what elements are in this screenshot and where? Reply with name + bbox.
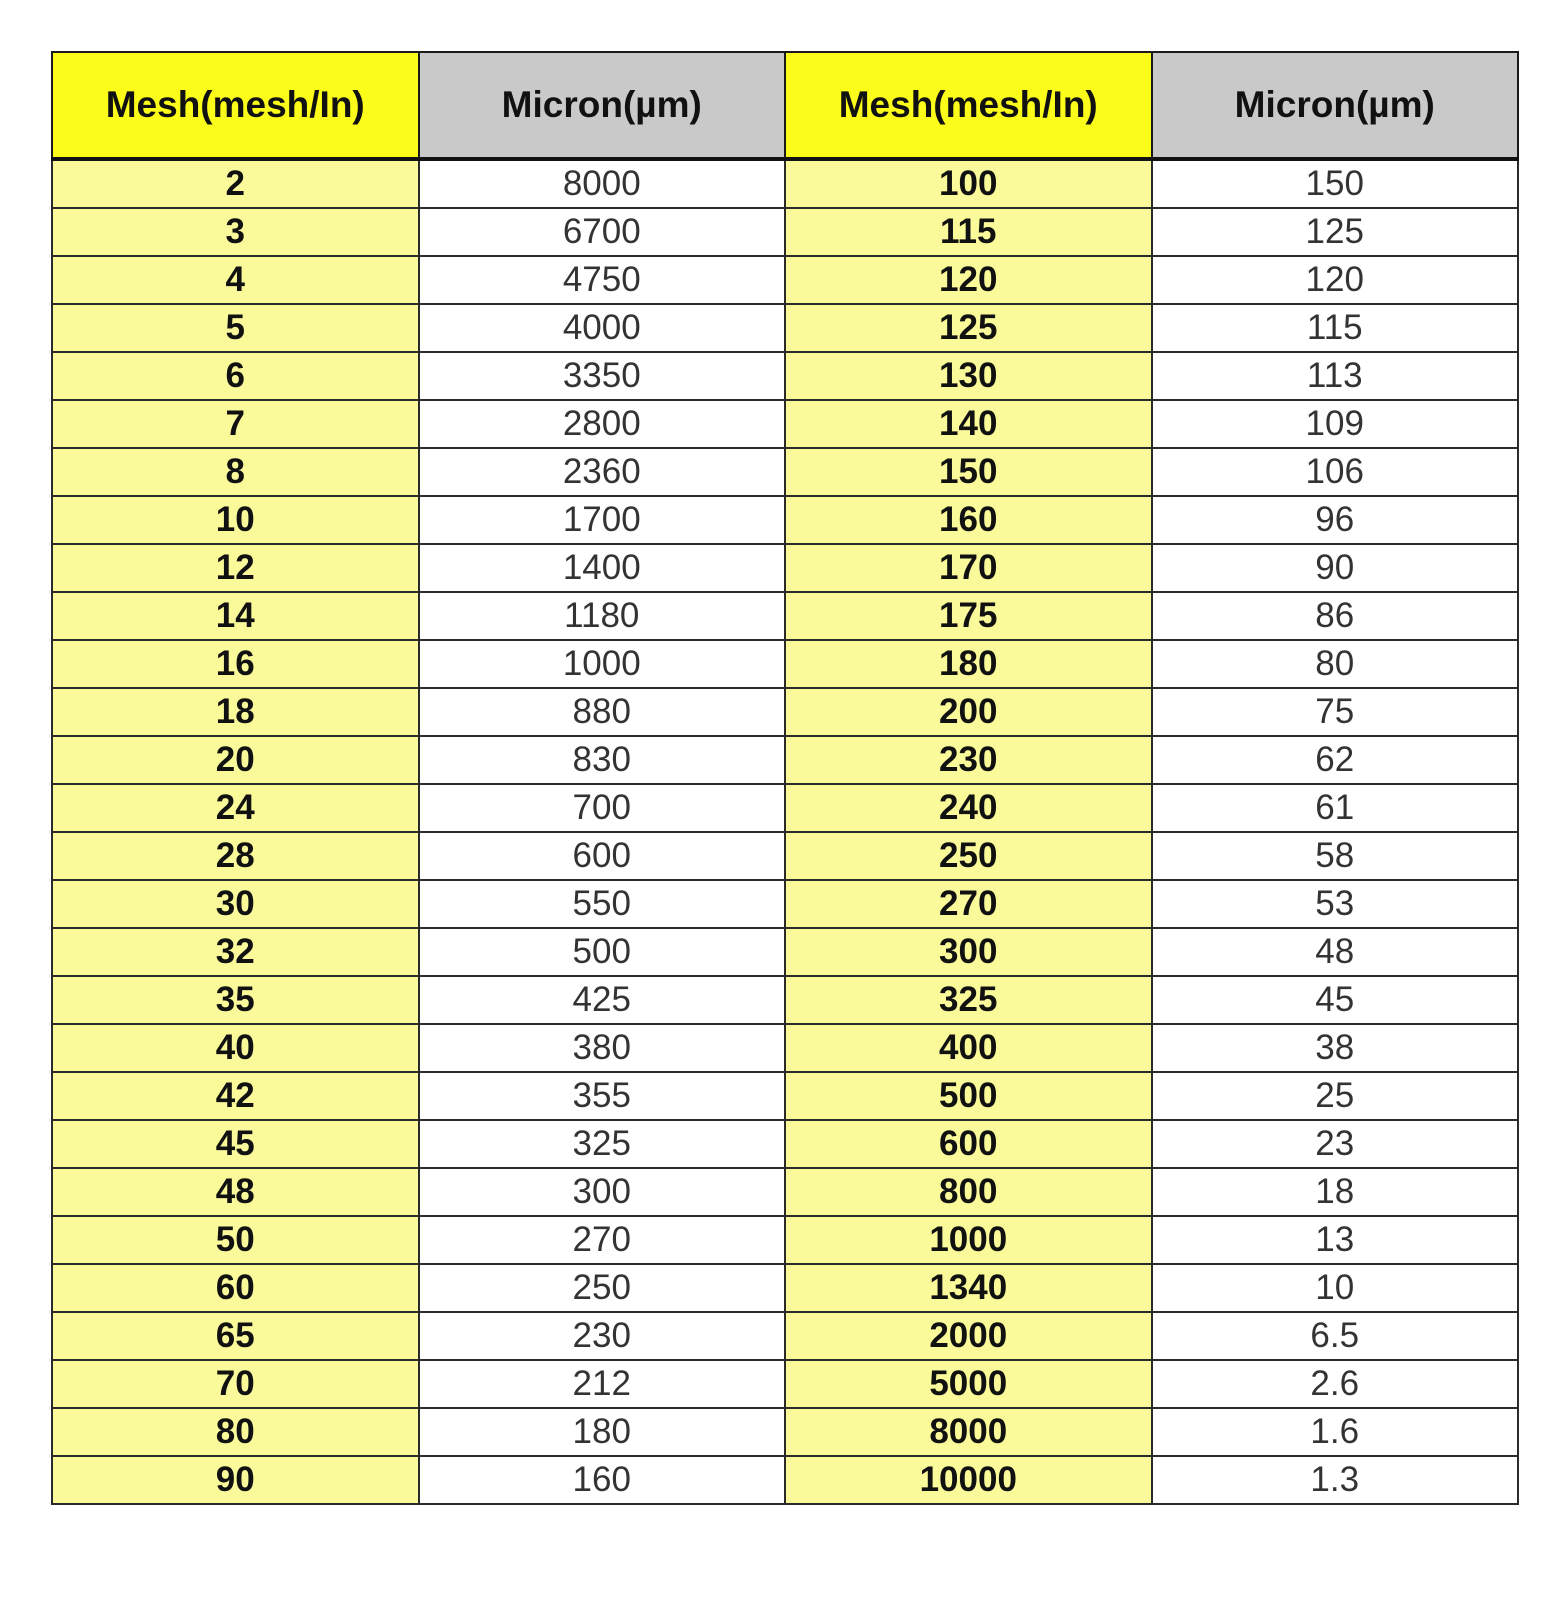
- mesh-right-cell: 5000: [785, 1360, 1152, 1408]
- micron-right-cell: 96: [1152, 496, 1519, 544]
- micron-left-cell: 500: [419, 928, 786, 976]
- table-row: [52, 1216, 1518, 1264]
- table-row: [52, 688, 1518, 736]
- table-row: [52, 304, 1518, 352]
- micron-right-cell: 1.3: [1152, 1456, 1519, 1504]
- micron-right-cell: 38: [1152, 1024, 1519, 1072]
- micron-right-cell: 48: [1152, 928, 1519, 976]
- table-row: [52, 832, 1518, 880]
- mesh-left-cell: 32: [52, 928, 419, 976]
- mesh-right-cell: 200: [785, 688, 1152, 736]
- mesh-left-cell: 42: [52, 1072, 419, 1120]
- header-row: [52, 52, 1518, 159]
- table-row: [52, 448, 1518, 496]
- table-row: [52, 1120, 1518, 1168]
- mesh-left-cell: 50: [52, 1216, 419, 1264]
- micron-left-cell: 600: [419, 832, 786, 880]
- micron-left-cell: 212: [419, 1360, 786, 1408]
- micron-right-cell: 61: [1152, 784, 1519, 832]
- mesh-right-cell: 175: [785, 592, 1152, 640]
- mesh-right-cell: 100: [785, 159, 1152, 208]
- table-row: [52, 592, 1518, 640]
- table-row: [52, 1360, 1518, 1408]
- table-row: [52, 496, 1518, 544]
- mesh-right-cell: 1000: [785, 1216, 1152, 1264]
- table-row: [52, 1456, 1518, 1504]
- micron-right-cell: 23: [1152, 1120, 1519, 1168]
- header-micron-right: Micron(µm): [1152, 52, 1519, 159]
- table-row: [52, 976, 1518, 1024]
- mesh-left-cell: 12: [52, 544, 419, 592]
- micron-right-cell: 45: [1152, 976, 1519, 1024]
- micron-left-cell: 4750: [419, 256, 786, 304]
- mesh-left-cell: 60: [52, 1264, 419, 1312]
- mesh-left-cell: 70: [52, 1360, 419, 1408]
- micron-right-cell: 62: [1152, 736, 1519, 784]
- mesh-right-cell: 160: [785, 496, 1152, 544]
- mesh-left-cell: 20: [52, 736, 419, 784]
- mesh-right-cell: 300: [785, 928, 1152, 976]
- mesh-left-cell: 28: [52, 832, 419, 880]
- mesh-left-cell: 4: [52, 256, 419, 304]
- micron-right-cell: 80: [1152, 640, 1519, 688]
- micron-right-cell: 90: [1152, 544, 1519, 592]
- micron-left-cell: 355: [419, 1072, 786, 1120]
- table-row: [52, 544, 1518, 592]
- micron-right-cell: 109: [1152, 400, 1519, 448]
- micron-left-cell: 1000: [419, 640, 786, 688]
- mesh-left-cell: 30: [52, 880, 419, 928]
- table-row: [52, 1072, 1518, 1120]
- micron-right-cell: 1.6: [1152, 1408, 1519, 1456]
- mesh-left-cell: 8: [52, 448, 419, 496]
- micron-left-cell: 325: [419, 1120, 786, 1168]
- micron-right-cell: 115: [1152, 304, 1519, 352]
- mesh-right-cell: 2000: [785, 1312, 1152, 1360]
- mesh-right-cell: 400: [785, 1024, 1152, 1072]
- table-row: [52, 159, 1518, 208]
- mesh-right-cell: 250: [785, 832, 1152, 880]
- mesh-left-cell: 90: [52, 1456, 419, 1504]
- micron-left-cell: 230: [419, 1312, 786, 1360]
- micron-left-cell: 270: [419, 1216, 786, 1264]
- header-micron-left: Micron(µm): [419, 52, 786, 159]
- mesh-right-cell: 125: [785, 304, 1152, 352]
- mesh-micron-conversion-table: [51, 51, 1519, 1505]
- mesh-right-cell: 140: [785, 400, 1152, 448]
- micron-right-cell: 150: [1152, 159, 1519, 208]
- micron-right-cell: 10: [1152, 1264, 1519, 1312]
- micron-left-cell: 300: [419, 1168, 786, 1216]
- mesh-right-cell: 10000: [785, 1456, 1152, 1504]
- micron-left-cell: 2800: [419, 400, 786, 448]
- micron-left-cell: 425: [419, 976, 786, 1024]
- table-row: [52, 256, 1518, 304]
- micron-right-cell: 86: [1152, 592, 1519, 640]
- table-row: [52, 640, 1518, 688]
- table-row: [52, 736, 1518, 784]
- table-row: [52, 208, 1518, 256]
- table-row: [52, 784, 1518, 832]
- micron-right-cell: 25: [1152, 1072, 1519, 1120]
- micron-left-cell: 3350: [419, 352, 786, 400]
- micron-left-cell: 1400: [419, 544, 786, 592]
- mesh-right-cell: 270: [785, 880, 1152, 928]
- micron-left-cell: 160: [419, 1456, 786, 1504]
- micron-left-cell: 550: [419, 880, 786, 928]
- header-mesh-right: Mesh(mesh/In): [785, 52, 1152, 159]
- table-row: [52, 1168, 1518, 1216]
- micron-left-cell: 380: [419, 1024, 786, 1072]
- mesh-right-cell: 115: [785, 208, 1152, 256]
- mesh-left-cell: 24: [52, 784, 419, 832]
- mesh-left-cell: 5: [52, 304, 419, 352]
- mesh-right-cell: 230: [785, 736, 1152, 784]
- micron-right-cell: 53: [1152, 880, 1519, 928]
- header-mesh-left: Mesh(mesh/In): [52, 52, 419, 159]
- micron-right-cell: 75: [1152, 688, 1519, 736]
- mesh-right-cell: 180: [785, 640, 1152, 688]
- micron-right-cell: 113: [1152, 352, 1519, 400]
- mesh-left-cell: 40: [52, 1024, 419, 1072]
- micron-left-cell: 4000: [419, 304, 786, 352]
- mesh-micron-table-container: [51, 51, 1517, 1505]
- micron-left-cell: 700: [419, 784, 786, 832]
- table-row: [52, 400, 1518, 448]
- mesh-left-cell: 65: [52, 1312, 419, 1360]
- micron-left-cell: 830: [419, 736, 786, 784]
- mesh-left-cell: 2: [52, 159, 419, 208]
- micron-right-cell: 106: [1152, 448, 1519, 496]
- mesh-right-cell: 170: [785, 544, 1152, 592]
- mesh-right-cell: 500: [785, 1072, 1152, 1120]
- mesh-left-cell: 3: [52, 208, 419, 256]
- micron-left-cell: 6700: [419, 208, 786, 256]
- mesh-left-cell: 10: [52, 496, 419, 544]
- mesh-right-cell: 1340: [785, 1264, 1152, 1312]
- micron-right-cell: 125: [1152, 208, 1519, 256]
- micron-right-cell: 6.5: [1152, 1312, 1519, 1360]
- micron-left-cell: 1700: [419, 496, 786, 544]
- mesh-right-cell: 325: [785, 976, 1152, 1024]
- mesh-right-cell: 600: [785, 1120, 1152, 1168]
- table-row: [52, 1408, 1518, 1456]
- table-row: [52, 1264, 1518, 1312]
- mesh-right-cell: 130: [785, 352, 1152, 400]
- table-row: [52, 928, 1518, 976]
- micron-left-cell: 880: [419, 688, 786, 736]
- micron-right-cell: 18: [1152, 1168, 1519, 1216]
- mesh-left-cell: 80: [52, 1408, 419, 1456]
- micron-left-cell: 250: [419, 1264, 786, 1312]
- micron-right-cell: 120: [1152, 256, 1519, 304]
- mesh-right-cell: 240: [785, 784, 1152, 832]
- mesh-left-cell: 14: [52, 592, 419, 640]
- table-row: [52, 880, 1518, 928]
- micron-right-cell: 58: [1152, 832, 1519, 880]
- table-row: [52, 1312, 1518, 1360]
- micron-left-cell: 2360: [419, 448, 786, 496]
- mesh-left-cell: 35: [52, 976, 419, 1024]
- mesh-left-cell: 45: [52, 1120, 419, 1168]
- micron-right-cell: 13: [1152, 1216, 1519, 1264]
- micron-left-cell: 1180: [419, 592, 786, 640]
- mesh-right-cell: 8000: [785, 1408, 1152, 1456]
- table-row: [52, 352, 1518, 400]
- mesh-left-cell: 6: [52, 352, 419, 400]
- micron-right-cell: 2.6: [1152, 1360, 1519, 1408]
- micron-left-cell: 8000: [419, 159, 786, 208]
- mesh-left-cell: 16: [52, 640, 419, 688]
- table-body: [52, 159, 1518, 1504]
- mesh-right-cell: 120: [785, 256, 1152, 304]
- mesh-right-cell: 150: [785, 448, 1152, 496]
- mesh-right-cell: 800: [785, 1168, 1152, 1216]
- micron-left-cell: 180: [419, 1408, 786, 1456]
- table-row: [52, 1024, 1518, 1072]
- mesh-left-cell: 7: [52, 400, 419, 448]
- mesh-left-cell: 18: [52, 688, 419, 736]
- table-header: [52, 52, 1518, 159]
- mesh-left-cell: 48: [52, 1168, 419, 1216]
